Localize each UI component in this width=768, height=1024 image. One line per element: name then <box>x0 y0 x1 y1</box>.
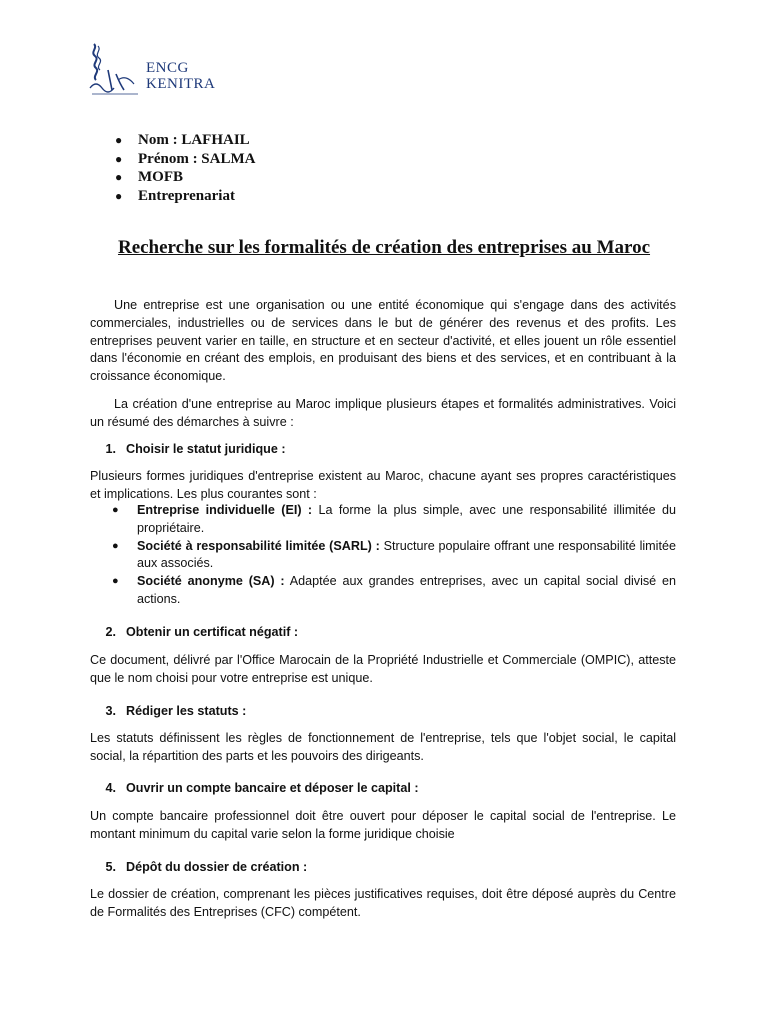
step-2-body: Ce document, délivré par l'Office Marocain de la Propriété Industrielle et Commerciale (OMPIC), atteste que le nom choisi pour votre entreprise est unique. <box>90 653 676 685</box>
bullet-icon: ● <box>112 575 119 588</box>
legal-form-sarl: ● Société à responsabilité limitée (SARL) : Structure populaire offrant une responsabilité limitée aux associés. <box>112 538 676 571</box>
student-info-list <box>112 131 255 205</box>
document-title: Recherche sur les formalités de création des entreprises au Maroc <box>117 237 651 258</box>
lead-paragraph: La création d'une entreprise au Maroc implique plusieurs étapes et formalités administratives. Voici un résumé des démarches à suivre : <box>90 397 676 429</box>
info-item-program: ● MOFB <box>115 169 183 185</box>
bullet-icon: ● <box>115 188 123 203</box>
step-3-heading: 3. Rédiger les statuts : <box>105 704 247 718</box>
step-1-heading: 1. Choisir le statut juridique : <box>105 442 286 456</box>
info-item-name: ● Nom : LAFHAIL <box>115 132 250 148</box>
step-1-body: Plusieurs formes juridiques d'entreprise existent au Maroc, chacune ayant ses propres caractéristiques et implications. Les plus courantes sont : <box>90 469 676 501</box>
intro-paragraph: Une entreprise est une organisation ou une entité économique qui s'engage dans des activités commerciales, industrielles ou de services dans le but de générer des revenus et des profits. Les entreprises peuvent varier en taille, en structure et en secteur d'activité, et elles jouent un rôle essentiel dans l'économie en créant des emplois, en produisant des biens et des services, et en contribuant à la croissance économique. <box>90 298 676 384</box>
encg-logo <box>88 40 218 98</box>
logo-line-encg: ENCG <box>146 60 189 76</box>
bullet-icon: ● <box>115 133 123 147</box>
info-item-course: ● Entreprenariat <box>115 187 235 204</box>
bullet-icon: ● <box>112 539 119 552</box>
bullet-icon: ● <box>115 151 123 166</box>
legal-form-sa: ● Société anonyme (SA) : Adaptée aux grandes entreprises, avec un capital social divisé en actions. <box>112 574 676 606</box>
bullet-icon: ● <box>115 170 123 184</box>
step-5-heading: 5. Dépôt du dossier de création : <box>105 860 308 874</box>
step-4-heading: 4. Ouvrir un compte bancaire et déposer le capital : <box>105 781 419 795</box>
bullet-icon: ● <box>112 504 119 516</box>
step-3-body: Les statuts définissent les règles de fonctionnement de l'entreprise, tels que l'objet social, le capital social, la répartition des parts et les pouvoirs des dirigeants. <box>90 731 676 763</box>
encg-emblem-icon <box>88 40 148 98</box>
logo-line-kenitra: KENITRA <box>146 76 216 92</box>
step-5-body: Le dossier de création, comprenant les pièces justificatives requises, doit être déposé auprès du Centre de Formalités des Entreprises (CFC) compétent. <box>90 887 676 919</box>
info-item-firstname: ● Prénom : SALMA <box>115 150 256 167</box>
legal-forms-list <box>90 502 676 609</box>
legal-form-ei: ● Entreprise individuelle (EI) : La forme la plus simple, avec une responsabilité illimitée du propriétaire. <box>112 503 676 535</box>
logo-wordmark <box>146 60 215 92</box>
step-2-heading: 2. Obtenir un certificat négatif : <box>105 625 299 639</box>
step-4-body: Un compte bancaire professionnel doit être ouvert pour déposer le capital social de l'entreprise. Le montant minimum du capital varie selon la forme juridique choisie <box>90 809 676 841</box>
